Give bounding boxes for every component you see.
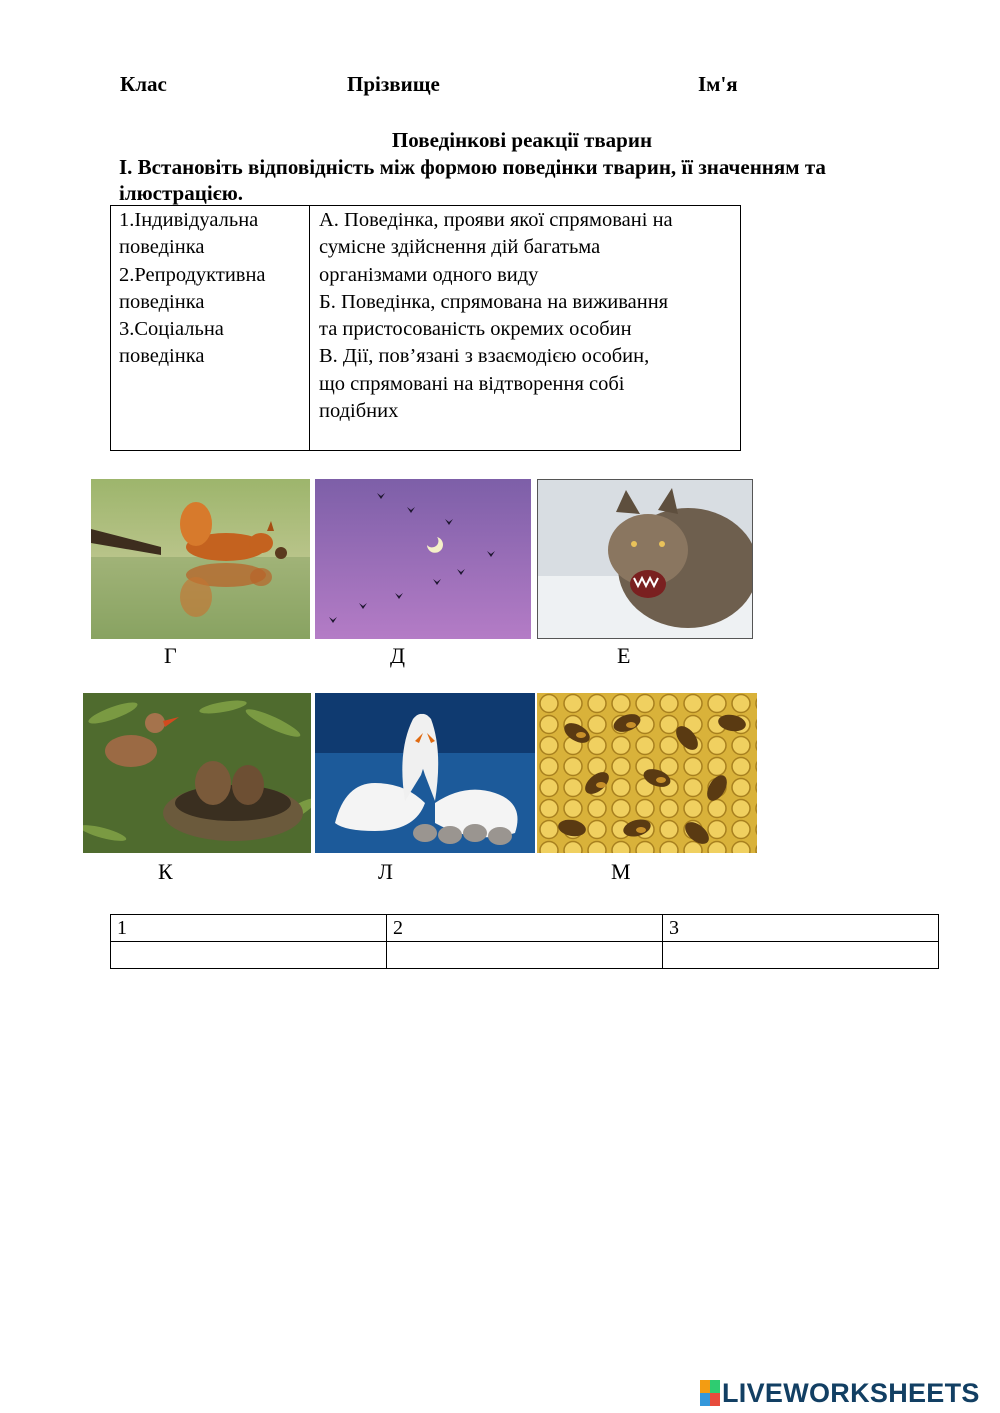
- class-label: Клас: [120, 72, 167, 96]
- behavior-line: 1.Індивідуальна: [119, 209, 259, 231]
- picture-letter-e: Е: [617, 643, 631, 668]
- squirrel-photo: [91, 479, 310, 639]
- wolf-photo: [537, 479, 753, 639]
- meaning-line: А. Поведінка, прояви якої спрямовані на: [319, 209, 673, 231]
- answer-header-2: 2: [387, 915, 663, 942]
- liveworksheets-logo-text: LIVEWORKSHEETS: [722, 1377, 980, 1408]
- task-instruction: [119, 154, 939, 206]
- behavior-line: 3.Соціальна: [119, 318, 224, 341]
- meaning-line: сумісне здійснення дій багатьма: [319, 236, 601, 259]
- answer-cell-2[interactable]: [387, 942, 663, 969]
- meaning-line: В. Дії, пов’язані з взаємодією особин,: [319, 345, 650, 368]
- picture-letter-d: Д: [390, 643, 406, 668]
- behavior-line: поведінка: [119, 345, 205, 368]
- bird-nest-photo: [83, 693, 311, 853]
- answer-table: [110, 914, 939, 969]
- picture-letter-l: Л: [378, 859, 393, 884]
- swans-photo: [315, 693, 535, 853]
- picture-letter-g: Г: [164, 643, 177, 668]
- meaning-line: Б. Поведінка, спрямована на виживання: [319, 290, 669, 313]
- behavior-forms-cell: [111, 206, 310, 451]
- name-label: Ім'я: [698, 72, 738, 96]
- task-line-2: ілюстрацією.: [119, 181, 244, 205]
- behavior-meanings-cell: [310, 206, 741, 451]
- flying-birds-photo: [315, 479, 531, 639]
- meaning-line: що спрямовані на відтворення собі: [319, 372, 625, 395]
- worksheet-title: Поведінкові реакції тварин: [391, 128, 653, 152]
- answer-header-1: 1: [111, 915, 387, 942]
- bees-photo: [537, 693, 757, 853]
- liveworksheets-logo-icon: [700, 1380, 720, 1406]
- meaning-line: та пристосованість окремих особин: [319, 318, 632, 341]
- picture-letter-k: К: [158, 859, 173, 884]
- surname-label: Прізвище: [347, 72, 440, 96]
- behavior-line: 2.Репродуктивна: [119, 263, 266, 286]
- behavior-line: поведінка: [119, 290, 205, 313]
- answer-cell-1[interactable]: [111, 942, 387, 969]
- task-line-1: І. Встановіть відповідність між формою поведінки тварин, її значенням та: [119, 155, 826, 179]
- liveworksheets-logo: [700, 1378, 980, 1408]
- answer-cell-3[interactable]: [663, 942, 939, 969]
- picture-letter-m: М: [611, 859, 631, 884]
- matching-table: [110, 205, 741, 451]
- answer-header-3: 3: [663, 915, 939, 942]
- behavior-line: поведінка: [119, 236, 205, 259]
- meaning-line: подібних: [319, 400, 399, 423]
- meaning-line: організмами одного виду: [319, 263, 539, 286]
